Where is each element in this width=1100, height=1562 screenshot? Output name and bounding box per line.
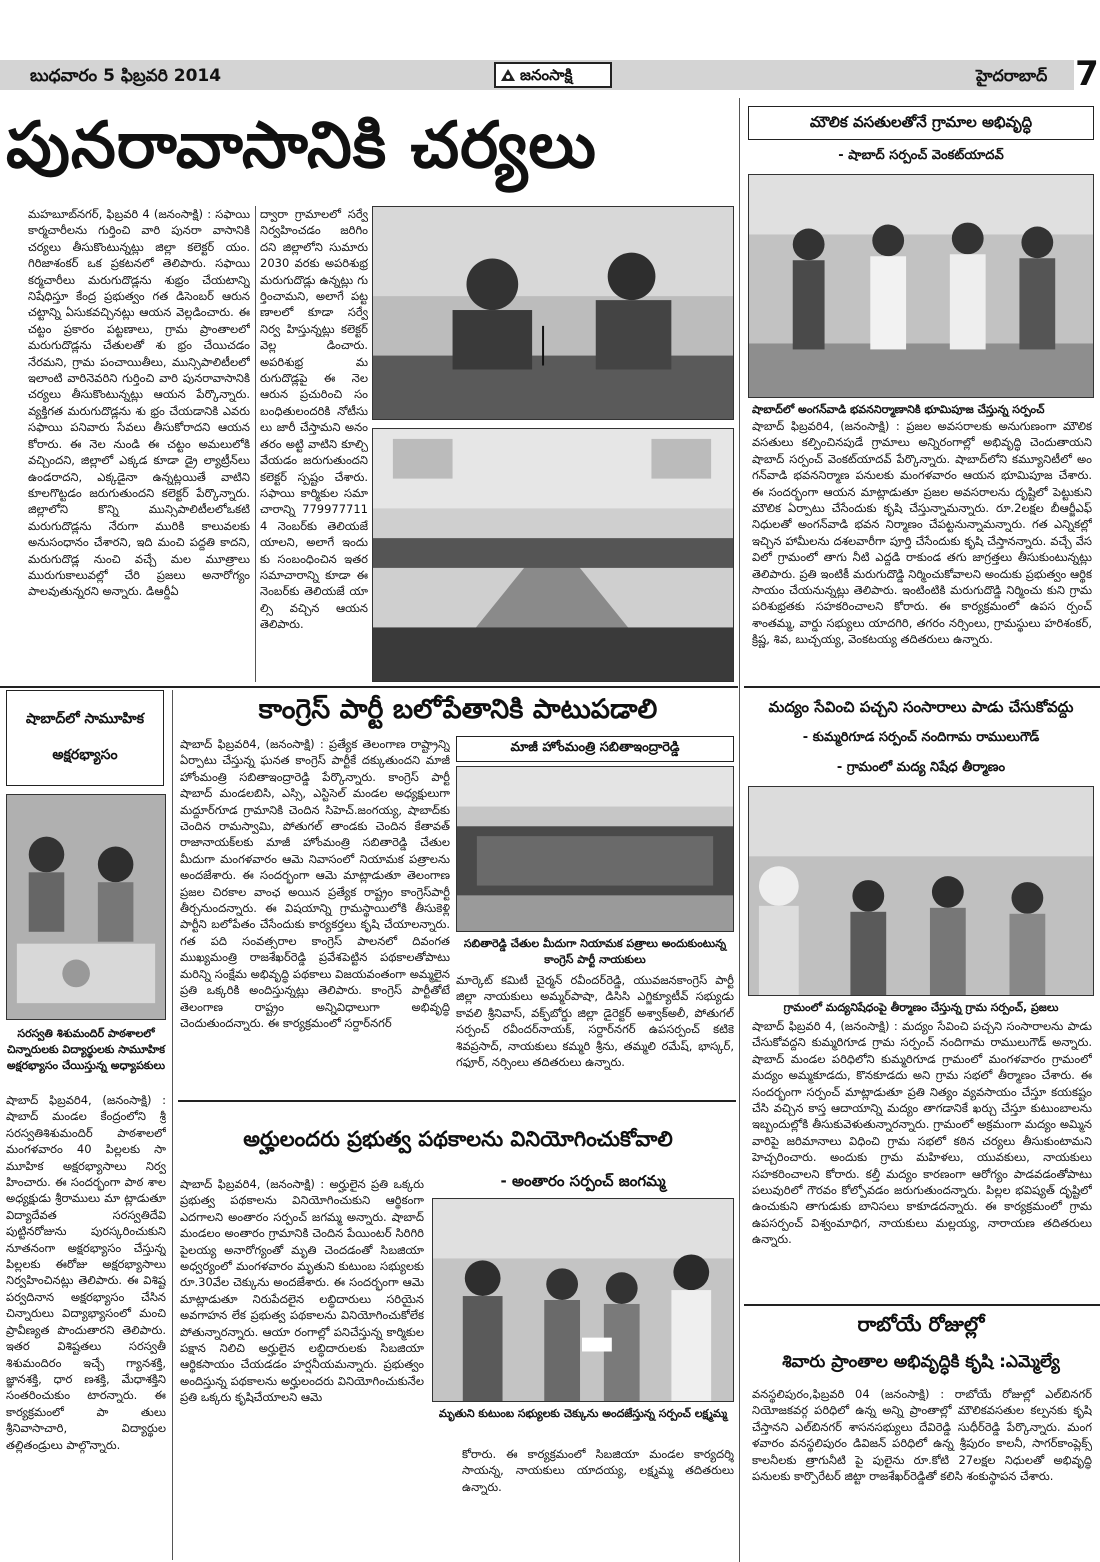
story1-column-1: మహబూబ్‌నగర్, ఫిబ్రవరి 4 (జనంసాక్షి) : సఫాయి కార్మచారీలను గుర్తించి వారి పునరా వాసానికి చర్యలు తీసుకొంటున్నట్లు జిల్లా కలెక్టర్ యం. గిరిజాశంకర్ ఒక ప్రకటనలో తెలిపారు. సఫాయి కర్మచారీలు మరుగుదొడ్లను శుభ్రం చేయటాన్ని నిషేధిస్తూ కేంద్ర ప్రభుత్వం గత డిసెంబర్ ఆరున చట్టాన్ని ఏసుకవచ్చినట్లు ఆయన వెల్లడించారు. ఈ చట్టం ప్రకారం పట్టణాలు, గ్రామ ప్రాంతాలలో మరుగుదొడ్లను చేతులతో శు భ్రం చేయిచడం నేరమని, గ్రామ పంచాయితీలు, మున్సిపాలిటీలలో ఇలాంటి వారినెవరిని గుర్తించి వారి పునరావాసానికి చర్యలు తీసుకొంటున్నట్లు ఆయన పేర్కొన్నారు. వ్యక్తిగత మరుగుదొడ్లను శు భ్రం చేయడానికి ఎవరు సఫాయి పనివారు సేవలు తీసుకోరాదని ఆయన కోరారు. ఈ నెల నుండి ఈ చట్టం అమలులోకి వచ్చిందని, జిల్లాలో ఎక్కడ కూడా డ్రై ల్యాట్రీన్‌లు ఉండరాదని, ఎక్కడైనా ఉన్నట్లయితే వాటిని కూలగొట్టడం జరుగుతుందని కలెక్టర్ పేర్కొన్నారు. జిల్లాలోని కొన్ని మున్సిపాలిటీలలోఒకటి మరుగుదొడ్లను నేరుగా మురికి కాలువలకు అనుసంధానం చేశారని, ఇది మంచి పద్దతి కాదని, మరుగుదొడ్ల నుంచి వచ్చే మల మూత్రాలు మురుగుకాలువల్లో చేరి ప్రజలు అనారోగ్యం పాలవుతున్నరని అన్నారు. డిఆర్డీఏ [28,207,250,599]
appointment-letters-photo [456,766,734,932]
story6-headline: అర్హులందరు ప్రభుత్వ పథకాలను వినియోగించుకోవాలి [243,1127,673,1151]
story6-caption: మృతుని కుటుంబ సభ్యులకు చెక్కును అందజేస్తున్న సర్పంచ్ లక్ష్మమ్మ [438,1407,728,1420]
section-rule [744,1304,1100,1306]
story4-box-heading: మాజీ హోంమంత్రి సబితాఇంద్రారెడ్డి [456,736,734,762]
collector-meeting-photo [372,206,734,420]
story4-column-2: మార్కెట్ కమిటీ చైర్మన్ రవీందర్‌రెడ్డి, యువజనకాంగ్రెస్ పార్టీ జిల్లా నాయకులు అమ్మర్‌పాషా, డిసిసి ఎగ్జిక్యూటీవ్ సభ్యుడు కావలి శ్రీనివాస్, వక్ఫ్‌బోర్డు జిల్లా డైరెక్టర్ అశ్వాక్‌అలీ, పోతుగల్ సర్పంచ్ రవీందర్‌నాయక్, సర్దార్‌నగర్ ఉపసర్పంచ్ కటికె శివప్రసాద్, నాయకులు కమ్మరి శ్రీను, తమ్మలి రమేష్, భాస్కర్, గఫూర్, నర్సింలు తదితరులు ఉన్నారు. [456,973,734,1070]
story5-byline-1: - కుమ్మరిగూడ సర్పంచ్ నందిగామ రాములుగౌడ్ [802,730,1040,745]
story5-heading: మద్యం సేవించి పచ్చని సంసారాలు పాడు చేసుకోవద్దు [768,698,1074,716]
story7-heading-line2: శివారు ప్రాంతాల అభివృద్ధికి కృషి :ఎమ్మెల్యే [782,1352,1060,1372]
page-number: 7 [1075,54,1099,94]
column-divider [255,206,256,682]
story6-column-1: షాబాద్ ఫిబ్రవరి4, (జనంసాక్షి) : అర్హులైన ప్రతి ఒక్కరు ప్రభుత్వ పథకాలను వినియోగించుకుని ఆర్థికంగా ఎదగాలని అంతారం సర్పంచ్ జగమ్మ అన్నారు. షాబాద్ మండలం అంతారం గ్రామానికి చెందిన పేయింటర్ సిరిగిరి పైలయ్య అనారోగ్యంతో మృతి చెందడంతో సిబజియా అధ్వర్యంలో మంగళవారం మృతుని కుటుంబ సభ్యులకు రూ.30వేల చెక్కును అందజేశారు. ఈ సందర్భంగా ఆమె మాట్లాడుతూ నిరుపేదలైన లబ్ధిదారులు సరియైన అవగాహన లేక ప్రభుత్వ పథకాలను వినియోగించుకోలేక పోతున్నారన్నారు. ఆయా రంగాల్లో పనిచేస్తున్న కార్మికుల పక్షాన నిలిచి అర్హులైన లబ్ధిదారులకు సిబజియా ఆర్థికసాయం చేయడడం హర్షనీయమన్నారు. ప్రభుత్వం అందిస్తున్న పథకాలను అర్హులందరు వినియోగించుకునేల ప్రతి ఒక్కరు కృషిచేయాలని ఆమె [180,1177,424,1405]
section-divider [739,98,740,1562]
logo-emblem-icon [500,68,516,82]
story2-heading: మౌలిక వసతులతోనే గ్రామాల అభివృద్ధి [748,106,1094,140]
prohibition-meeting-photo [748,786,1094,996]
masthead [0,52,1100,98]
section-rule [178,1100,736,1102]
section-rule [744,686,1100,688]
section-rule [0,686,738,688]
story5-byline-2: - గ్రామంలో మద్య నిషేధ తీర్మాణం [836,760,1006,775]
story7-body: వనస్థలిపురం,ఫిబ్రవరి 04 (జనంసాక్షి) : రాబోయే రోజుల్లో ఎల్‌బినగర్ నియోజకవర్గ పరిధిలో ఉన్న అన్ని ప్రాంతాల్లో మౌలికవసతుల కల్పనకు కృషి చేస్తానని ఎల్‌బినగర్ శాసనసభ్యులు దేవిరెడ్డి సుధీర్‌రెడ్డి పేర్కొన్నారు. మంగ ళవారం వనస్థలిపురం డివిజన్ పరిధిలో ఉన్న శ్రీపురం కాలనీ, సాగర్‌కాంప్లెక్స్ కాలనీలకు త్రాగునీటి పై పులైను రూ.కోటి 27లక్షల నిధులతో అభివృద్ధి పనులకు కార్పొరేటర్ జిట్టా రాజశేఖర్‌రెడ్డితో కలిసి శంకుస్థాపన చేశారు. [752,1387,1092,1484]
issue-date: బుధవారం 5 ఫిబ్రవరి 2014 [30,66,222,86]
story2-body: షాబాద్ ఫిబ్రవరి4, (జనంసాక్షి) : ప్రజల అవసరాలకు అనుగుణంగా మౌలిక వసతులు కల్పించినపుడే గ్రామాలు అన్నిరంగాల్లో అభివృద్ధి చెందుతాయని షాబాద్ సర్పంచ్ వెంకట్‌యాదవ్ పేర్కొన్నారు. షాబాద్‌లోని కమ్యూనిటీలో అం గన్‌వాడి భవననిర్మాణ పనులకు మంగళవారం ఆయన భూమిపూజ చేశారు. ఈ సందర్భంగా ఆయన మాట్లాడుతూ ప్రజల అవసరాలను దృష్టిలో పెట్టుకుని మౌలిక ఏర్పాటు చేసేందుకు కృషి చేస్తున్నామన్నారు. రూ.2లక్షల బీఆర్జీఎఫ్ నిధులతో అంగన్‌వాడి భవన నిర్మాణం చేపట్టనున్నామన్నారు. గత ఎన్నికల్లో ఇచ్చిన హామీలను దశలవారీగా పూర్తి చేసేందుకు కృషి చేస్తానన్నారు. వచ్చే వేస విలో గ్రామంలో తాగు నీటి ఎద్దడి రాకుండ తగు జాగ్రత్తలు తీసుకుంటున్నట్లు తెలిపారు. ప్రతి ఇంటికీ మరుగుదొడ్డి నిర్మించుకోవాలని అందుకు ప్రభుత్వం ఆర్థిక సాయం చేయనున్నట్లు తెలిపారు. ఇంటింటికి మరుగుదొడ్డి నిర్మించు కుని గ్రామ పరిశుభ్రతకు సహకరించాలని కోరారు. ఈ కార్యక్రమంలో ఉపస ర్పంచ్ శాంతమ్మ, వార్డు సభ్యులు యాదగిరి, తగరం నర్సింలు, గ్రామస్థులు హరిశంకర్, క్రిష్ణ, శివ, బుచ్చయ్య, వెంకటయ్య తదితరులు ఉన్నారు. [752,419,1092,647]
story5-body: షాబాద్ ఫిబ్రవరి 4, (జనంసాక్షి) : మద్యం సేవించి పచ్చని సంసారాలను పాడు చేసుకోవద్దని కుమ్మరిగూడ గ్రామ సర్పంచ్ నందిగామ రాములుగౌడ్ అన్నారు. షాబాద్ మండల పరిధిలోని కుమ్మరిగూడ గ్రామంలో మంగళవారం గ్రామంలో మద్యం అమ్మకూడదు, కొనకూడదు అని గ్రామ సభలో తీర్మాణం చేశారు. ఈ సందర్భంగా సర్పంచ్ మాట్లాడుతూ ప్రతి నిత్యం వ్యవసాయం చేస్తూ కయకష్టం చేసి వచ్చిన కాస్త ఆదాయాన్ని మద్యం తాగడానికే ఖర్చు చేస్తూ కుటుంబాలను ఇబ్బందుల్లోకి తీసుకువెళుతున్నారన్నారు. గ్రామంలో అక్రమంగా మద్యం అమ్మిన వారిపై జరిమానాలు విధించి గ్రామ సభలో కఠిన చర్యలు తీసుకుంటామని హెచ్చరించారు. అందుకు గ్రామ మహిళలు, యువకులు, నాయకులు సహకరించాలని కోరారు. కల్తీ మద్యం కారణంగా ఆరోగ్యం పాడవడంతోపాటు పలువురిలో గౌరవం కోల్పోవడం జరుగుతుందన్నారు. పిల్లల భవిష్యత్ దృష్టిలో ఉంచుకుని తాగుడుకు బానిసలు కాకూడదన్నారు. ఈ కార్యక్రమంలో గ్రామ ఉపసర్పంచ్ విశ్వంమాధిగ, నాయకులు మల్లయ్య, నారాయణ తదితరులు ఉన్నారు. [752,1019,1092,1247]
story3-caption: సరస్వతి శిశుమందిర్ పాఠశాలలో చిన్నారులకు విద్యార్థులకు సామూహిక అక్షరభ్యాసం చేయిస్తున్న అధ్యాపకులు [6,1027,166,1072]
story3-body: షాబాద్ ఫిబ్రవరి4, (జనంసాక్షి) : షాబాద్ మండల కేంద్రంలోని శ్రీ సరస్వతిశిశుమందిర్ పాఠశాలలో మంగళవారం 40 పిల్లలకు సా మూహిక అక్షరభ్యాసాలు నిర్వ హించారు. ఈ సందర్భంగా పాఠ శాల అధ్యక్షుడు శ్రీరాములు మా ట్లాడుతూ విద్యాదేవత సరస్వతిదేవి పుట్టినరోజును పురస్కరించుకుని నూతనంగా అక్షరభ్యాసం చేస్తున్న పిల్లలకు ఈరోజు అక్షరభ్యాసాలు నిర్వహించినట్లు తెలిపారు. ఈ విశిష్ట పర్వదినాన అక్షరభ్యాసం చేసిన చిన్నారులు విద్యాభ్యాసంలో మంచి ప్రావీణ్యత పొందుతారని తెలిపారు. ఇతర విశిష్టతలు సరస్వతీ శిశుమందిరం ఇచ్చే గ్యానశక్తి, జ్ఞానశక్తి, ధార ణశక్తి, మేధాశక్తిని సంతరించుకుం టారన్నారు. ఈ కార్యక్రమంలో పా తులు శ్రీనివాసాచారి, విద్యార్థుల తల్లితండ్రులు పాల్గొన్నారు. [6,1093,166,1452]
story3-heading-line2: అక్షరభ్యాసం [52,747,118,763]
story1-column-2: ద్వారా గ్రామాలలో సర్వే నిర్వహించడం జరిగిం దని జిల్లాలోని సుమారు 2030 వరకు అపరిశుభ్ర మరుగుదొడ్లు ఉన్నట్లు గు ర్తించామని, అలాగే పట్ట ణాలలో కూడా సర్వే నిర్వ హిస్తున్నట్లు కలెక్టర్ వెల్ల డించారు. అపరిశుభ్ర మ రుగుదొడ్లపై ఈ నెల ఆరున ప్రచురించి సం బంధితులందరికి నోటీసు లు జారీ చేస్తామని అనం తరం అట్టి వాటిని కూల్చి వేయడం జరుగుతుందని కలెక్టర్ స్పష్టం చేశారు. సఫాయి కార్మికుల సమా చారాన్ని 779977711 4 నెంబర్‌కు తెలియజే యాలని, అలాగే ఇందు కు సంబంధించిన ఇతర సమాచారాన్ని కూడా ఈ నెంబర్‌కు తెలియజే యా ల్సి వచ్చిన ఆయన తెలిపారు. [260,207,368,632]
story2-byline: - షాబాద్ సర్పంచ్ వెంకట్‌యాదవ్ [838,148,1004,163]
story4-headline: కాంగ్రెస్ పార్టీ బలోపేతానికి పాటుపడాలి [258,694,658,725]
akshara-abhyasam-photo [6,794,166,1020]
main-headline: పునరావాసానికి చర్యలు [6,109,597,183]
story3-heading-box [6,690,164,786]
story6-byline: - అంతారం సర్పంచ్ జంగమ్మ [500,1172,666,1190]
story6-column-2: కోరారు. ఈ కార్యక్రమంలో సిబజియా మండల కార్యదర్శి సాయన్న, నాయకులు యాదయ్య, లక్ష్మమ్మ తదితరులు ఉన్నారు. [462,1447,734,1494]
story4-caption: సబితారెడ్డి చేతుల మీదుగా నియామక పత్రాలు అందుకుంటున్న కాంగ్రెస్ పార్టీ నాయకులు [463,937,727,966]
paper-logo [494,62,612,88]
cheque-handover-photo [432,1198,734,1402]
column-divider [172,690,173,1560]
edition-city: హైదరాబాద్ [976,66,1048,85]
story2-caption: షాబాద్‌లో అంగన్‌వాడి భవననిర్మాణానికి భూమిపూజ చేస్తున్న సర్పంచ్ [752,403,1045,416]
story4-column-1: షాబాద్ ఫిబ్రవరి4, (జనంసాక్షి) : ప్రత్యేక తెలంగాణ రాష్ట్రాన్ని ఏర్పాటు చేస్తున్న ఘనత కాంగ్రెస్ పార్టీకే దక్కుతుందని మాజీ హోంమంత్రి సబితాఇంద్రారెడ్డి పేర్కొన్నారు. కాంగ్రెస్ పార్టీ షాబాద్ మండలబిసి, ఎస్సి, ఎస్టిసెల్ మండల అధ్యక్షులుగా మద్దూర్‌గూడ గ్రామానికి చెందిన సిహెచ్.జంగయ్య, షాబాద్‌కు చెందిన రామస్వామి, పోతుగల్ తాండకు చెందిన కేతావత్ రాజానాయక్‌లకు మాజీ హోంమంత్రి సబితారెడ్డి చేతుల మీదుగా మంగళవారం ఆమె నివాసంలో నియామక పత్రాలను అందజేశారు. ఈ సందర్భంగా ఆమె మాట్లాడుతూ తెలంగాణ ప్రజల చిరకాల వాంఛ అయిన ప్రత్యేక రాష్ట్రం కాంగ్రెస్‌పార్టీ తీర్చనుందన్నారు. ఈ విషయాన్ని గ్రామస్థాయిలోకి తీసుకెళ్లి పార్టీని బలోపేతం చేసేందుకు కార్యకర్తలు కృషి చేయాలన్నారు. గత పది సంవత్సరాల కాంగ్రెస్ పాలనలో దివంగత ముఖ్యమంత్రి రాజశేఖర్‌రెడ్డి ప్రవేశపెట్టిన పథకాలతోపాటు మరిన్ని సంక్షేమ అభివృద్ధి పథకాలు విజయవంతంగా అమ్మలైన ప్రతి ఒక్కరికి అందిస్తున్నట్లు తెలిపారు. కాంగ్రెస్ పార్టీతోటే తెలంగాణ రాష్ట్రం అన్నివిధాలుగా అభివృద్ధి చెందుతుందన్నారు. ఈ కార్యక్రమంలో సర్దార్‌నగర్ [180,737,450,1030]
story5-caption: గ్రామంలో మద్యనిషేధంపై తీర్మాణం చేస్తున్న గ్రామ సర్పంచ్, ప్రజలు [783,1001,1059,1014]
story3-heading-line1: షాబాద్‌లో సామూహిక [25,711,145,727]
paper-name: జనంసాక్షి [520,66,573,84]
story7-heading-line1: రాబోయే రోజుల్లో [857,1312,985,1336]
conference-hall-photo [372,428,734,682]
groundbreaking-photo [748,174,1094,398]
